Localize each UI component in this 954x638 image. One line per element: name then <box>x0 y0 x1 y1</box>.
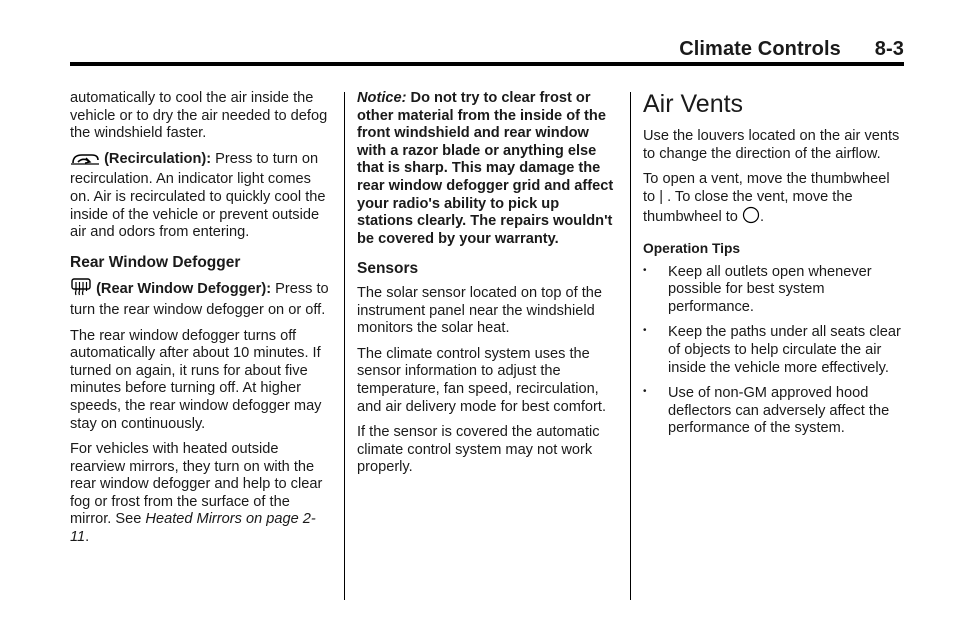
bullet-glyph: • <box>643 264 647 276</box>
paragraph-end: . <box>85 529 90 546</box>
notice-text: Do not try to clear frost or other material from the inside of the front windshield and rear window with a razor blade or anything else that is sharp. This may damage the rear window defogger grid and affect your radio's ability to pick up stations clearly. The repairs wouldn't be covered by your warranty. <box>357 90 614 247</box>
heated-mirrors-paragraph <box>70 441 332 547</box>
rear-defogger-paragraph <box>70 278 332 319</box>
rear-defogger-label: (Rear Window Defogger): <box>96 281 272 298</box>
paragraph: The climate control system uses the sensor information to adjust the temperature, fan speed, recirculation, and air delivery mode for best comfort. <box>357 345 607 415</box>
list-item-text: Keep all outlets open whenever possible for best system performance. <box>668 263 872 315</box>
column-2 <box>357 90 619 485</box>
list-item <box>643 385 905 438</box>
page-number: 8-3 <box>874 38 904 60</box>
column-divider-1 <box>344 92 345 600</box>
paragraph: If the sensor is covered the automatic climate control system may not work properly. <box>357 424 600 476</box>
column-1 <box>70 90 332 555</box>
list-item <box>643 324 905 377</box>
section-title: Climate Controls <box>679 38 841 60</box>
notice-label: Notice: <box>357 90 407 106</box>
rear-defogger-icon <box>70 278 92 302</box>
notice-paragraph <box>357 90 619 248</box>
rear-defogger-text: Press to turn the rear window defogger on or off. <box>70 281 329 318</box>
sensors-heading: Sensors <box>357 260 419 278</box>
paragraph-text: To open a vent, move the thumbwheel to | . To close the vent, move the thumbwheel to <box>643 171 890 226</box>
recirculation-paragraph <box>70 151 332 242</box>
list-item-text: Use of non-GM approved hood deflectors can adversely affect the performance of the system. <box>668 385 890 437</box>
column-divider-2 <box>630 92 631 600</box>
bullet-glyph: • <box>643 325 647 337</box>
cross-reference-link[interactable]: Heated Mirrors on page 2-11 <box>70 511 316 546</box>
vent-instructions-paragraph <box>643 171 905 230</box>
list-item <box>643 264 905 317</box>
list-item-text: Keep the paths under all seats clear of objects to help circulate the air inside the vehicle more effectively. <box>668 324 901 376</box>
paragraph: Use the louvers located on the air vents to change the direction of the airflow. <box>643 128 900 162</box>
bullet-glyph: • <box>643 386 647 398</box>
paragraph-end: . <box>759 209 765 226</box>
page-header <box>679 38 904 61</box>
paragraph: The solar sensor located on top of the instrument panel near the windshield monitors the solar heat. <box>357 284 603 337</box>
operation-tips-heading: Operation Tips <box>643 240 741 256</box>
header-rule <box>70 62 904 66</box>
recirculation-label: (Recirculation): <box>104 150 212 167</box>
paragraph: automatically to cool the air inside the vehicle or to dry the air needed to defog the windshield faster. <box>70 90 328 142</box>
air-vents-title: Air Vents <box>643 90 744 118</box>
paragraph: The rear window defogger turns off automatically after about 10 minutes. If turned on again, it runs for about five minutes before turning off. At higher speeds, the rear window defogger may stay on continuously. <box>70 327 322 432</box>
vent-closed-icon <box>742 206 760 230</box>
recirculation-text: Press to turn on recirculation. An indicator light comes on. Air is recirculated to quickly cool the inside of the vehicle or prevent outside air and odors from entering. <box>70 150 326 241</box>
column-3 <box>643 90 905 446</box>
recirculation-icon <box>70 152 100 172</box>
rear-window-defogger-heading: Rear Window Defogger <box>70 253 241 271</box>
paragraph-text: For vehicles with heated outside rearview mirrors, they turn on with the rear window defogger and help to clear fog or frost from the surface of the mirror. See <box>70 441 323 528</box>
